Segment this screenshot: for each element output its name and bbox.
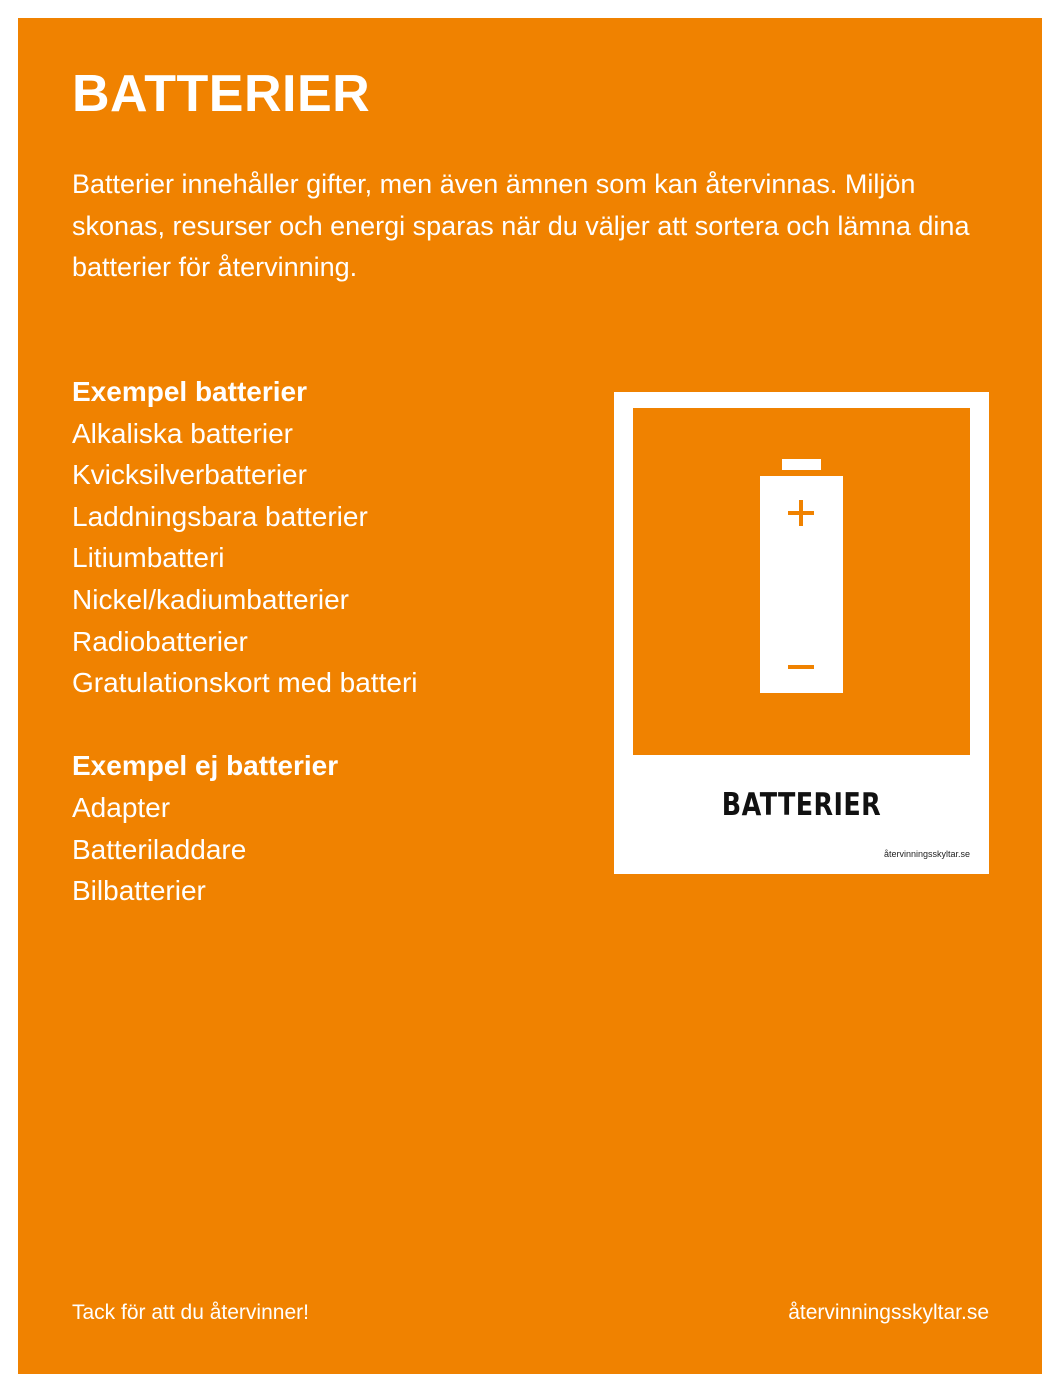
list-item: Nickel/kadiumbatterier [72, 583, 349, 615]
recycling-sign [614, 392, 989, 874]
list-item: Litiumbatteri [72, 542, 225, 574]
examples-no-heading: Exempel ej batterier [72, 750, 339, 782]
list-item: Adapter [72, 791, 171, 823]
footer-website: återvinningsskyltar.se [788, 1301, 989, 1324]
list-item: Kvicksilverbatterier [72, 459, 307, 491]
examples-yes-list [72, 413, 592, 704]
sign-label: BATTERIER [721, 787, 882, 823]
examples-yes-heading: Exempel batterier [72, 376, 307, 407]
examples-no-list [72, 787, 592, 912]
example-lists [72, 371, 592, 912]
intro-text: Batterier innehåller gifter, men även ämnen som kan återvinnas. Miljön skonas, resurser och energi sparas när du väljer att sortera och lämna dina batterier för återvinning. [72, 169, 970, 282]
list-item: Batteriladdare [72, 833, 247, 865]
sign-url: återvinningsskyltar.se [883, 849, 970, 859]
list-item: Radiobatterier [72, 625, 248, 657]
list-item: Laddningsbara batterier [72, 500, 368, 532]
page-title: BATTERIER [72, 65, 371, 123]
footer-thanks: Tack för att du återvinner! [72, 1301, 309, 1324]
list-item: Bilbatterier [72, 875, 206, 907]
list-item: Alkaliska batterier [72, 417, 293, 449]
battery-icon [633, 408, 970, 755]
list-item: Gratulationskort med batteri [72, 667, 418, 699]
recycling-poster [18, 18, 1042, 1374]
section-spacer [72, 704, 592, 746]
sign-icon-panel [633, 408, 970, 755]
